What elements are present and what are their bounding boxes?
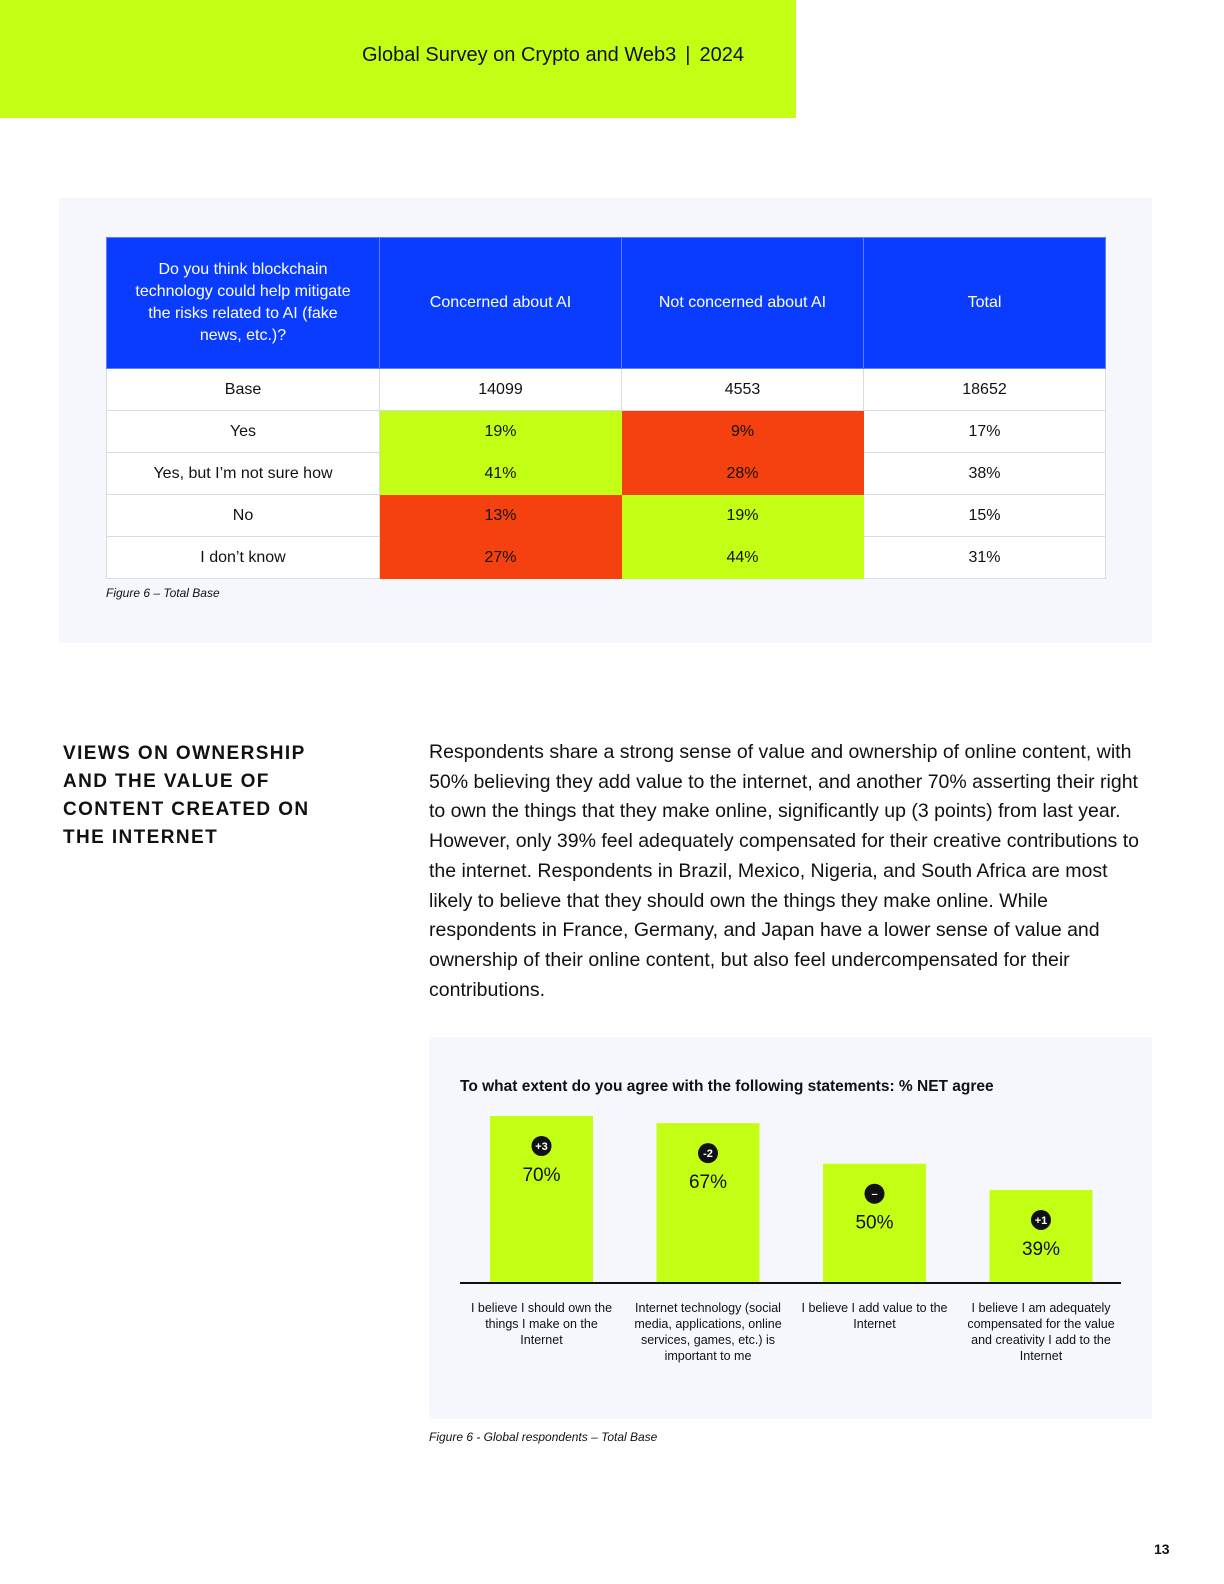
category-label-1: I believe I should own the things I make on the Internet (470, 1301, 613, 1347)
section-title: VIEWS ON OWNERSHIP AND THE VALUE OF CONTENT CREATED ON THE INTERNET (63, 743, 310, 848)
category-label-2: Internet technology (social media, applications, online services, games, etc.) is important to me (634, 1301, 782, 1363)
value-label-3: 50% (855, 1212, 894, 1234)
bar-4 (990, 1190, 1093, 1283)
cell-concerned: 27% (380, 537, 622, 579)
chart-panel (429, 1037, 1152, 1419)
report-year: 2024 (699, 44, 744, 66)
cell-total: 38% (864, 453, 1106, 495)
change-label-2: -2 (703, 1148, 713, 1161)
cell-concerned: 19% (380, 411, 622, 453)
report-title: Global Survey on Crypto and Web3 (362, 44, 677, 66)
category-label-4: I believe I am adequately compensated for the value and creativity I add to the Internet (967, 1301, 1115, 1363)
header-title (362, 44, 744, 67)
column-header-question: Do you think blockchain technology could help mitigate the risks related to AI (fake news, etc.)? (107, 238, 380, 369)
cell-total: 17% (864, 411, 1106, 453)
row-label: No (107, 495, 380, 537)
table-row-base (107, 369, 1106, 411)
cell-not-concerned: 4553 (622, 369, 864, 411)
column-header-total: Total (864, 238, 1106, 369)
survey-table (106, 237, 1106, 579)
cell-concerned: 14099 (380, 369, 622, 411)
cell-total: 18652 (864, 369, 1106, 411)
value-label-4: 39% (1021, 1238, 1061, 1260)
value-label-1: 70% (522, 1165, 561, 1186)
chart-title: To what extent do you agree with the following statements: % NET agree (460, 1078, 994, 1095)
cell-concerned: 13% (380, 495, 622, 537)
table-row-yes-not-sure (107, 453, 1106, 495)
column-header-not-concerned: Not concerned about AI (622, 238, 864, 369)
change-label-3: – (871, 1188, 878, 1201)
cell-concerned: 41% (380, 453, 622, 495)
table-panel (59, 198, 1152, 643)
row-label: I don’t know (107, 537, 380, 579)
row-label: Base (107, 369, 380, 411)
table-row-yes (107, 411, 1106, 453)
cell-not-concerned: 9% (622, 411, 864, 453)
cell-not-concerned: 28% (622, 453, 864, 495)
column-header-concerned: Concerned about AI (380, 238, 622, 369)
change-label-4: +1 (1034, 1214, 1048, 1227)
chart-caption: Figure 6 - Global respondents – Total Base (429, 1430, 658, 1444)
table-header-row (107, 238, 1106, 369)
table-caption: Figure 6 – Total Base (106, 586, 220, 600)
table-row-no (107, 495, 1106, 537)
category-label-3: I believe I add value to the Internet (801, 1301, 948, 1331)
cell-total: 31% (864, 537, 1106, 579)
table-row-dont-know (107, 537, 1106, 579)
row-label: Yes (107, 411, 380, 453)
page-number: 13 (1154, 1541, 1170, 1557)
section-body: Respondents share a strong sense of value and ownership of online content, with 50% believing they add value to the internet, and another 70% asserting their right to own the things that they make online, significantly up (3 points) from last year. However, only 39% feel adequately compensated for their creative contributions to the internet. Respondents in Brazil, Mexico, Nigeria, and South Africa are most likely to believe that they should own the things they make online. While respondents in France, Germany, and Japan have a lower sense of value and ownership of their online content, but also feel undercompensated for their contributions. (429, 741, 1139, 1001)
cell-not-concerned: 44% (622, 537, 864, 579)
value-label-2: 67% (688, 1172, 728, 1194)
cell-total: 15% (864, 495, 1106, 537)
header-separator: | (685, 44, 691, 66)
change-label-1: +3 (535, 1141, 548, 1153)
row-label: Yes, but I’m not sure how (107, 453, 380, 495)
cell-not-concerned: 19% (622, 495, 864, 537)
